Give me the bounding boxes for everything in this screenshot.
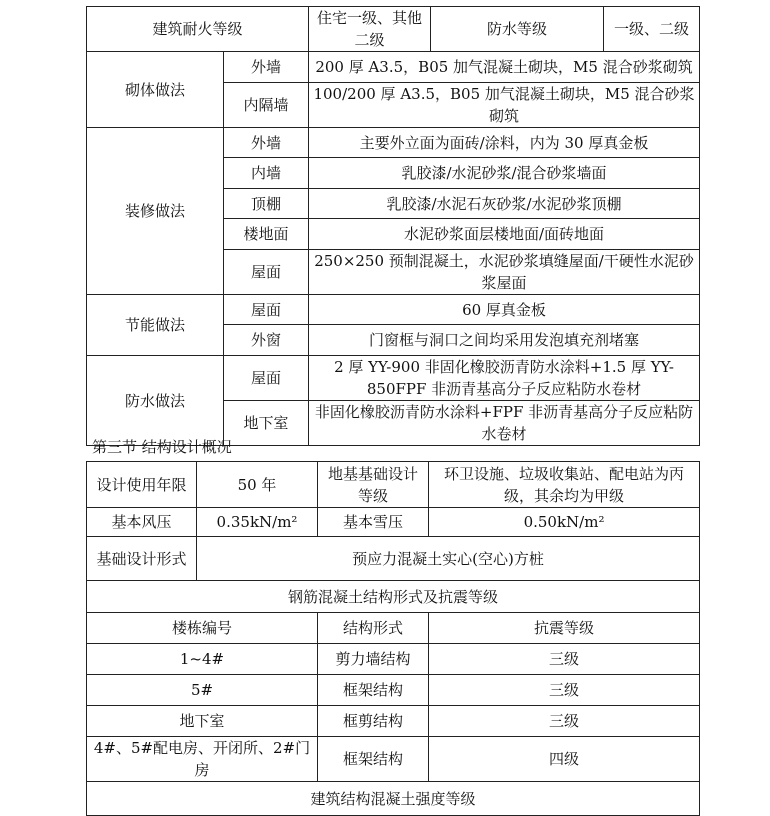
table-row bbox=[87, 508, 700, 537]
structure-cell: 框架结构 bbox=[318, 675, 429, 706]
masonry-desc: 200 厚 A3.5，B05 加气混凝土砌块，M5 混合砂浆砌筑 bbox=[309, 52, 700, 83]
seismic-cell: 三级 bbox=[429, 675, 700, 706]
structure-cell: 框剪结构 bbox=[318, 706, 429, 737]
foundation-form-label: 基础设计形式 bbox=[87, 537, 197, 581]
header-building: 楼栋编号 bbox=[87, 613, 318, 644]
energy-part: 屋面 bbox=[224, 295, 309, 325]
waterproof-desc: 2 厚 YY-900 非固化橡胶沥青防水涂料+1.5 厚 YY-850FPF 非沥青基高分子反应粘防水卷材 bbox=[309, 356, 700, 401]
waterproof-label: 防水做法 bbox=[87, 356, 224, 446]
finishing-part: 屋面 bbox=[224, 250, 309, 295]
waterproof-part: 地下室 bbox=[224, 401, 309, 446]
rc-structure-title: 钢筋混凝土结构形式及抗震等级 bbox=[87, 581, 700, 613]
table-row bbox=[87, 644, 700, 675]
energy-desc: 门窗框与洞口之间均采用发泡填充剂堵塞 bbox=[309, 325, 700, 356]
table-row bbox=[87, 356, 700, 401]
snow-pressure-label: 基本雪压 bbox=[318, 508, 429, 537]
waterproof-part: 屋面 bbox=[224, 356, 309, 401]
waterproof-desc: 非固化橡胶沥青防水涂料+FPF 非沥青基高分子反应粘防水卷材 bbox=[309, 401, 700, 446]
foundation-grade-label: 地基基础设计等级 bbox=[318, 462, 429, 508]
energy-label: 节能做法 bbox=[87, 295, 224, 356]
seismic-cell: 三级 bbox=[429, 644, 700, 675]
table-row bbox=[87, 537, 700, 581]
waterproof-rating-label: 防水等级 bbox=[431, 7, 604, 52]
fire-rating-label: 建筑耐火等级 bbox=[87, 7, 309, 52]
building-cell: 5# bbox=[87, 675, 318, 706]
finishing-desc: 主要外立面为面砖/涂料，内为 30 厚真金板 bbox=[309, 128, 700, 158]
header-seismic: 抗震等级 bbox=[429, 613, 700, 644]
waterproof-rating-value: 一级、二级 bbox=[604, 7, 700, 52]
finishing-desc: 乳胶漆/水泥石灰砂浆/水泥砂浆顶棚 bbox=[309, 189, 700, 219]
section-heading: 第三节 结构设计概况 bbox=[92, 438, 232, 456]
finishing-part: 外墙 bbox=[224, 128, 309, 158]
building-cell: 1~4# bbox=[87, 644, 318, 675]
concrete-strength-title: 建筑结构混凝土强度等级 bbox=[87, 782, 700, 816]
finishing-desc: 水泥砂浆面层楼地面/面砖地面 bbox=[309, 219, 700, 250]
structure-design-table bbox=[86, 461, 700, 816]
snow-pressure-value: 0.50kN/m² bbox=[429, 508, 700, 537]
seismic-cell: 三级 bbox=[429, 706, 700, 737]
table-row bbox=[87, 675, 700, 706]
design-life-label: 设计使用年限 bbox=[87, 462, 197, 508]
table-row bbox=[87, 581, 700, 613]
wind-pressure-label: 基本风压 bbox=[87, 508, 197, 537]
masonry-part: 外墙 bbox=[224, 52, 309, 83]
table-row bbox=[87, 462, 700, 508]
energy-part: 外窗 bbox=[224, 325, 309, 356]
building-practice-table bbox=[86, 6, 700, 446]
table-row bbox=[87, 7, 700, 52]
table-row bbox=[87, 782, 700, 816]
header-structure: 结构形式 bbox=[318, 613, 429, 644]
table-row bbox=[87, 737, 700, 782]
finishing-desc: 250×250 预制混凝土，水泥砂浆填缝屋面/干硬性水泥砂浆屋面 bbox=[309, 250, 700, 295]
finishing-part: 楼地面 bbox=[224, 219, 309, 250]
foundation-form-value: 预应力混凝土实心(空心)方桩 bbox=[197, 537, 700, 581]
masonry-label: 砌体做法 bbox=[87, 52, 224, 128]
finishing-part: 顶棚 bbox=[224, 189, 309, 219]
building-cell: 4#、5#配电房、开闭所、2#门房 bbox=[87, 737, 318, 782]
design-life-value: 50 年 bbox=[197, 462, 318, 508]
structure-cell: 框架结构 bbox=[318, 737, 429, 782]
fire-rating-value: 住宅一级、其他二级 bbox=[309, 7, 431, 52]
building-cell: 地下室 bbox=[87, 706, 318, 737]
table-row bbox=[87, 295, 700, 325]
foundation-grade-value: 环卫设施、垃圾收集站、配电站为丙级，其余均为甲级 bbox=[429, 462, 700, 508]
seismic-cell: 四级 bbox=[429, 737, 700, 782]
masonry-part: 内隔墙 bbox=[224, 83, 309, 128]
wind-pressure-value: 0.35kN/m² bbox=[197, 508, 318, 537]
table-row bbox=[87, 52, 700, 83]
finishing-part: 内墙 bbox=[224, 158, 309, 189]
masonry-desc: 100/200 厚 A3.5，B05 加气混凝土砌块，M5 混合砂浆砌筑 bbox=[309, 83, 700, 128]
table-header-row bbox=[87, 613, 700, 644]
table-row bbox=[87, 128, 700, 158]
structure-cell: 剪力墙结构 bbox=[318, 644, 429, 675]
finishing-desc: 乳胶漆/水泥砂浆/混合砂浆墙面 bbox=[309, 158, 700, 189]
table-row bbox=[87, 706, 700, 737]
finishing-label: 装修做法 bbox=[87, 128, 224, 295]
energy-desc: 60 厚真金板 bbox=[309, 295, 700, 325]
